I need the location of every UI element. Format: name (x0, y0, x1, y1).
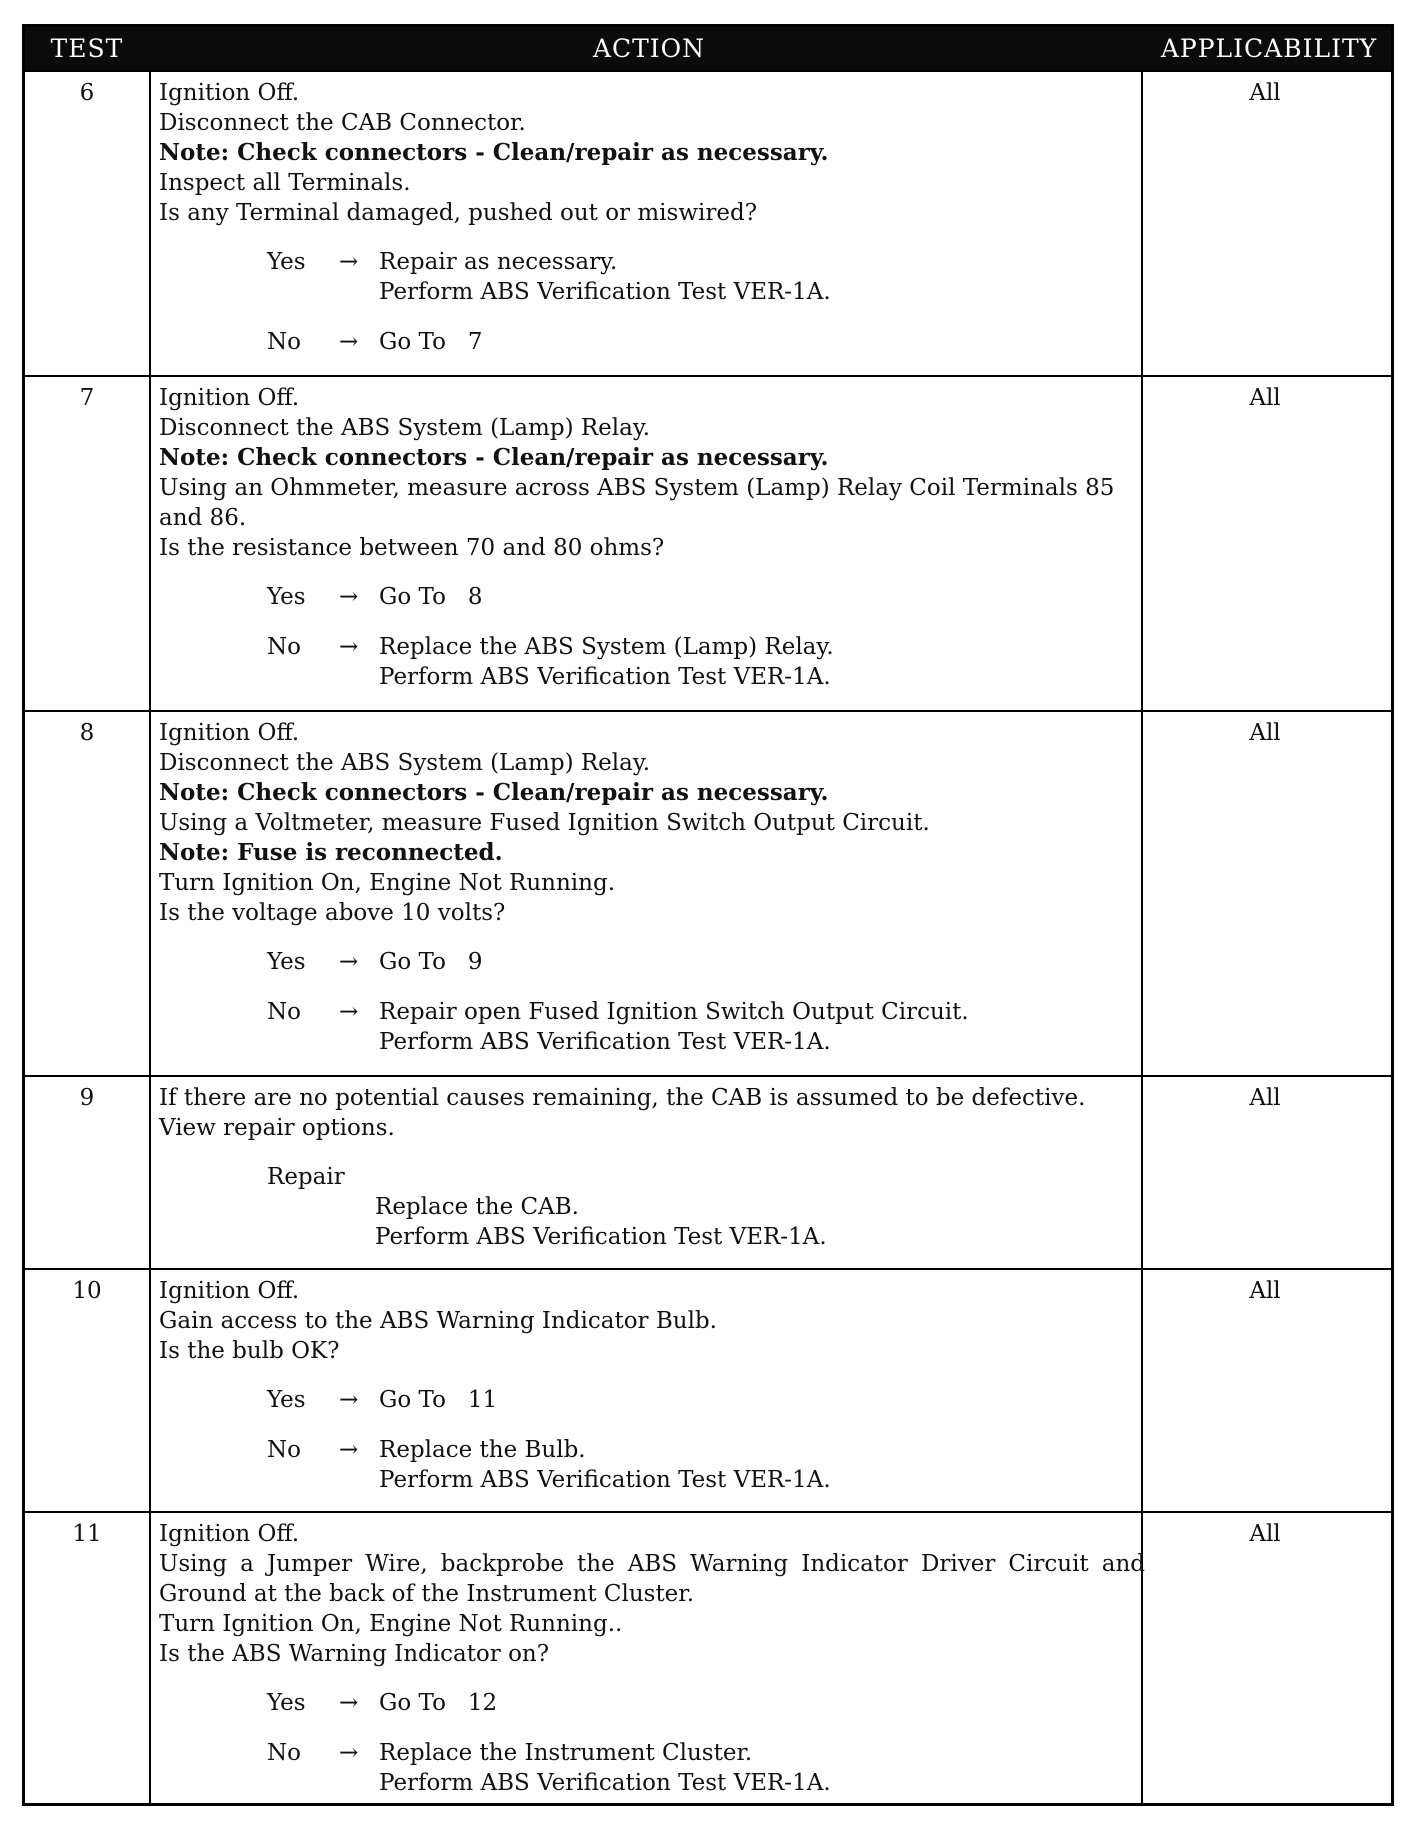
header-applicability: APPLICABILITY (1160, 34, 1378, 63)
action-question: Is the voltage above 10 volts? (159, 900, 506, 926)
action-line: Turn Ignition On, Engine Not Running. (159, 870, 616, 896)
action-line: Ignition Off. (159, 1278, 300, 1304)
option-text: Go To 11 (379, 1387, 498, 1413)
table-row (25, 375, 1391, 710)
test-number: 11 (72, 1521, 102, 1547)
action-question: Is the ABS Warning Indicator on? (159, 1641, 550, 1667)
action-note: Note: Check connectors - Clean/repair as necessary. (159, 139, 829, 166)
action-line: Ignition Off. (159, 385, 300, 411)
action-line: Disconnect the ABS System (Lamp) Relay. (159, 415, 651, 441)
option-label: No (267, 329, 301, 355)
header-action: ACTION (592, 34, 706, 63)
action-line: Inspect all Terminals. (159, 170, 411, 196)
option-no (159, 632, 1145, 692)
option-yes (159, 1688, 1145, 1718)
option-text: Perform ABS Verification Test VER-1A. (379, 1770, 831, 1796)
option-text: Replace the ABS System (Lamp) Relay. (379, 634, 834, 660)
test-number: 9 (79, 1085, 95, 1111)
applicability-cell: All (1249, 720, 1281, 746)
action-line: Ignition Off. (159, 80, 300, 106)
action-cell (159, 1276, 1145, 1495)
option-no (159, 1435, 1145, 1495)
option-text: Repair as necessary. (379, 249, 618, 275)
arrow-icon: → (339, 1437, 359, 1463)
table-row (25, 710, 1391, 1075)
action-line: Disconnect the CAB Connector. (159, 110, 526, 136)
applicability-cell: All (1249, 80, 1281, 106)
action-line: Ignition Off. (159, 720, 300, 746)
option-text: Go To 8 (379, 584, 483, 610)
action-note: Note: Fuse is reconnected. (159, 839, 503, 866)
option-text: Perform ABS Verification Test VER-1A. (379, 279, 831, 305)
action-cell (159, 1083, 1145, 1252)
option-text: Go To 12 (379, 1690, 498, 1716)
action-line: Turn Ignition On, Engine Not Running.. (159, 1611, 623, 1637)
option-label: Yes (267, 249, 306, 275)
applicability-cell: All (1249, 1085, 1281, 1111)
test-number: 8 (79, 720, 95, 746)
option-label: No (267, 1740, 301, 1766)
repair-text: Perform ABS Verification Test VER-1A. (375, 1224, 827, 1250)
action-line: Ignition Off. (159, 1521, 300, 1547)
arrow-icon: → (339, 584, 359, 610)
table-header (25, 27, 1391, 70)
action-line: Gain access to the ABS Warning Indicator Bulb. (159, 1308, 717, 1334)
arrow-icon: → (339, 329, 359, 355)
applicability-cell: All (1249, 385, 1281, 411)
option-label: Yes (267, 1387, 306, 1413)
option-text: Replace the Instrument Cluster. (379, 1740, 753, 1766)
arrow-icon: → (339, 1387, 359, 1413)
action-cell (159, 78, 1145, 357)
header-test: TEST (50, 34, 124, 63)
option-text: Go To 9 (379, 949, 483, 975)
action-note: Note: Check connectors - Clean/repair as necessary. (159, 779, 829, 806)
action-line: Using a Voltmeter, measure Fused Ignition Switch Output Circuit. (159, 810, 930, 836)
diagnostic-test-table (22, 24, 1394, 1806)
option-no (159, 1738, 1145, 1798)
option-label: No (267, 999, 301, 1025)
repair-steps (159, 1192, 1145, 1252)
action-note: Note: Check connectors - Clean/repair as necessary. (159, 444, 829, 471)
action-line: Using an Ohmmeter, measure across ABS System (Lamp) Relay Coil Terminals 85 and 86. (159, 475, 1115, 531)
arrow-icon: → (339, 949, 359, 975)
action-question: Is any Terminal damaged, pushed out or miswired? (159, 200, 758, 226)
repair-text: Replace the CAB. (375, 1194, 579, 1220)
option-label: No (267, 634, 301, 660)
option-label: Yes (267, 584, 306, 610)
option-text: Go To 7 (379, 329, 483, 355)
arrow-icon: → (339, 634, 359, 660)
option-label: No (267, 1437, 301, 1463)
option-yes (159, 947, 1145, 977)
option-text: Repair open Fused Ignition Switch Output Circuit. (379, 999, 969, 1025)
option-text: Perform ABS Verification Test VER-1A. (379, 1029, 831, 1055)
action-line: Disconnect the ABS System (Lamp) Relay. (159, 750, 651, 776)
arrow-icon: → (339, 1690, 359, 1716)
arrow-icon: → (339, 1740, 359, 1766)
applicability-cell: All (1249, 1278, 1281, 1304)
table-row (25, 70, 1391, 375)
option-no (159, 327, 1145, 357)
option-text: Perform ABS Verification Test VER-1A. (379, 664, 831, 690)
option-label: Yes (267, 1690, 306, 1716)
test-number: 10 (72, 1278, 102, 1304)
table-row (25, 1075, 1391, 1268)
option-text: Replace the Bulb. (379, 1437, 586, 1463)
action-line: Using a Jumper Wire, backprobe the ABS Warning Indicator Driver Circuit and Ground at the back of the Instrument Cluster. (159, 1551, 1145, 1607)
option-yes (159, 1385, 1145, 1415)
action-cell (159, 718, 1145, 1057)
arrow-icon: → (339, 249, 359, 275)
action-cell (159, 383, 1145, 692)
option-yes (159, 247, 1145, 307)
table-row (25, 1511, 1391, 1803)
action-line: View repair options. (159, 1115, 395, 1141)
applicability-cell: All (1249, 1521, 1281, 1547)
test-number: 7 (79, 385, 95, 411)
arrow-icon: → (339, 999, 359, 1025)
option-yes (159, 582, 1145, 612)
action-question: Is the bulb OK? (159, 1338, 340, 1364)
option-text: Perform ABS Verification Test VER-1A. (379, 1467, 831, 1493)
action-line: If there are no potential causes remaining, the CAB is assumed to be defective. (159, 1085, 1086, 1111)
action-question: Is the resistance between 70 and 80 ohms? (159, 535, 665, 561)
option-label: Yes (267, 949, 306, 975)
test-number: 6 (79, 80, 95, 106)
action-cell (159, 1519, 1145, 1798)
option-no (159, 997, 1145, 1057)
repair-label: Repair (267, 1164, 345, 1190)
table-row (25, 1268, 1391, 1511)
